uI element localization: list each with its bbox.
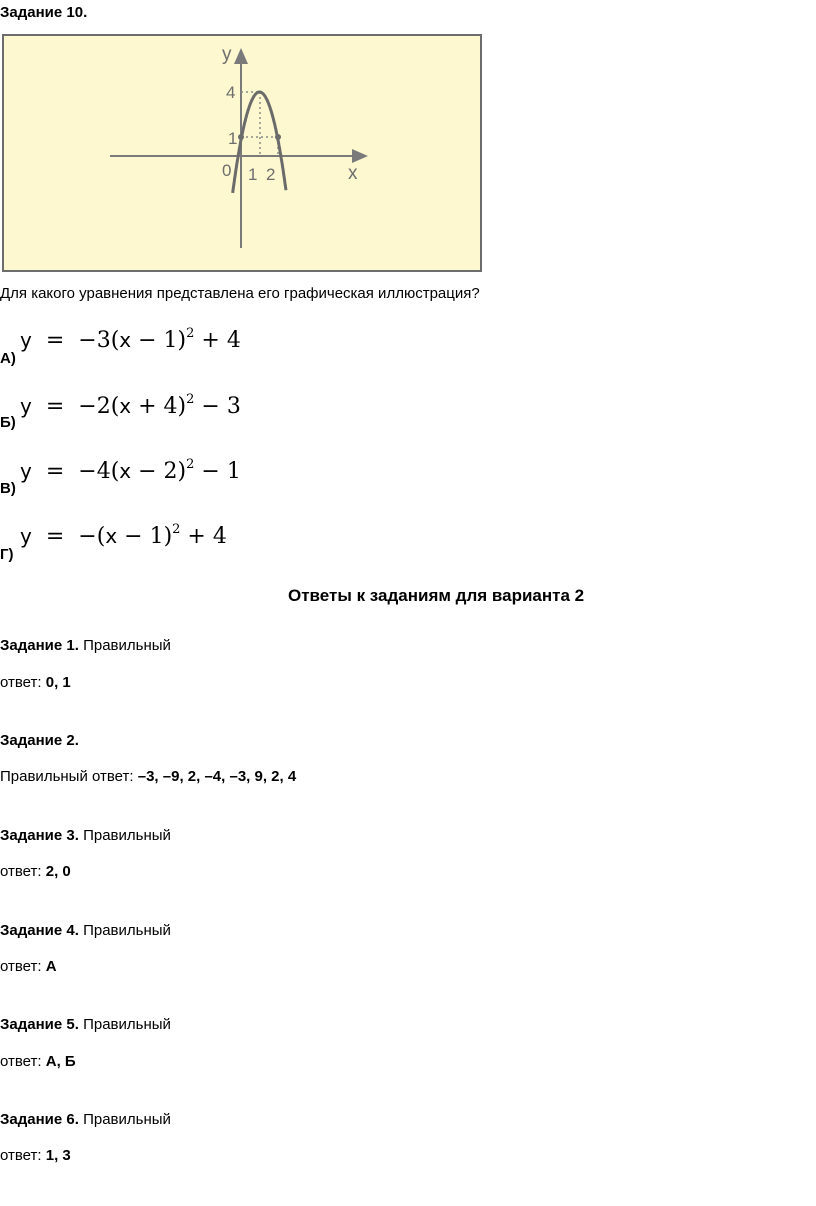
y-axis-arrow-icon <box>234 48 248 64</box>
y-axis-label: y <box>222 44 232 65</box>
answers-heading: Ответы к заданиям для варианта 2 <box>288 586 585 605</box>
point-2-1 <box>275 134 281 140</box>
x-axis-arrow-icon <box>352 149 368 163</box>
option-v-letter: В) <box>0 480 16 497</box>
answer-4-line1: Задание 4. Правильный <box>0 922 171 939</box>
answer-3-line2: ответ: 2, 0 <box>0 863 71 880</box>
answer-4-line2: ответ: А <box>0 958 57 975</box>
answer-2-line2: Правильный ответ: –3, –9, 2, –4, –3, 9, 2, 4 <box>0 768 297 785</box>
answer-6-line1: Задание 6. Правильный <box>0 1111 171 1128</box>
answer-1-line1: Задание 1. Правильный <box>0 637 171 654</box>
option-g-formula: $y = -(x - 1)^2 + 4$ <box>20 522 227 549</box>
y-tick-1: 1 <box>228 129 238 148</box>
answer-6-line2: ответ: 1, 3 <box>0 1147 71 1164</box>
x-axis-label: x <box>348 163 358 184</box>
option-v-formula: $y = -4(x - 2)^2 - 1$ <box>20 457 241 484</box>
answer-1-line2: ответ: 0, 1 <box>0 674 71 691</box>
origin-label: 0 <box>222 161 232 180</box>
option-b-formula: $y = -2(x + 4)^2 - 3$ <box>20 392 241 419</box>
answer-5-line1: Задание 5. Правильный <box>0 1016 171 1033</box>
y-tick-4: 4 <box>226 83 236 102</box>
graph-svg <box>4 36 480 270</box>
option-b-letter: Б) <box>0 414 16 431</box>
option-a-formula: $y = -3(x - 1)^2 + 4$ <box>20 326 241 353</box>
task-title: Задание 10. <box>0 4 88 21</box>
answer-3-line1: Задание 3. Правильный <box>0 827 171 844</box>
x-tick-1: 1 <box>248 165 258 184</box>
answer-2-line1: Задание 2. <box>0 732 79 749</box>
parabola-graph <box>2 34 482 272</box>
question-text: Для какого уравнения представлена его графическая иллюстрация? <box>0 285 480 302</box>
option-g-letter: Г) <box>0 546 14 563</box>
answer-5-line2: ответ: А, Б <box>0 1053 76 1070</box>
option-a-letter: А) <box>0 350 16 367</box>
point-0-1 <box>238 134 244 140</box>
x-tick-2: 2 <box>266 165 276 184</box>
